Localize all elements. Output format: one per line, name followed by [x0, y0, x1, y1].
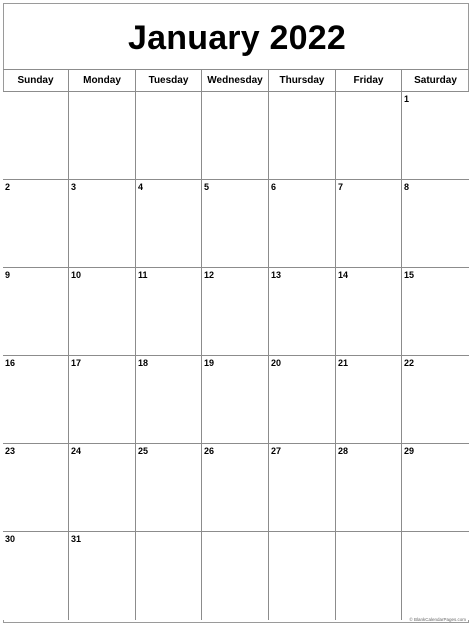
- day-cell: [3, 444, 69, 531]
- day-cell: [269, 356, 336, 443]
- day-number: 11: [138, 270, 148, 280]
- day-cell: [336, 532, 402, 620]
- week-row: [3, 444, 469, 532]
- day-cell: [269, 92, 336, 179]
- day-cell: [136, 444, 202, 531]
- day-number: 18: [138, 358, 149, 368]
- calendar-title: January 2022: [128, 19, 346, 57]
- day-number: 25: [138, 446, 149, 456]
- day-cell: [336, 268, 402, 355]
- day-number: 8: [404, 182, 410, 192]
- day-number: 29: [404, 446, 415, 456]
- day-cell: [69, 356, 136, 443]
- day-cell: [402, 532, 469, 620]
- weekday-sunday: Sunday: [3, 70, 69, 91]
- weekday-saturday: Saturday: [414, 75, 457, 86]
- day-number: 20: [271, 358, 282, 368]
- day-number: 16: [5, 358, 16, 368]
- week-row: [3, 92, 469, 180]
- day-cell: [269, 268, 336, 355]
- day-number: 22: [404, 358, 415, 368]
- calendar-weeks: [3, 92, 469, 620]
- day-number: 1: [404, 94, 410, 104]
- day-cell: [336, 444, 402, 531]
- day-cell: [336, 92, 402, 179]
- day-number: 10: [71, 270, 82, 280]
- day-cell: [402, 356, 469, 443]
- day-number: 13: [271, 270, 282, 280]
- day-cell: [3, 356, 69, 443]
- weekday-monday: Monday: [69, 70, 136, 91]
- day-number: 12: [204, 270, 215, 280]
- day-number: 6: [271, 182, 277, 192]
- week-row: [3, 180, 469, 268]
- day-cell: [3, 92, 69, 179]
- site-watermark: © BlankCalendarPages.com: [409, 617, 466, 622]
- day-cell: [136, 356, 202, 443]
- weekday-tuesday: Tuesday: [136, 70, 202, 91]
- day-number: 30: [5, 534, 16, 544]
- day-number: 5: [204, 182, 210, 192]
- day-number: 31: [71, 534, 82, 544]
- day-number: 2: [5, 182, 11, 192]
- day-number: 15: [404, 270, 415, 280]
- day-number: 9: [5, 270, 11, 280]
- day-cell: [3, 532, 69, 620]
- day-cell: [136, 92, 202, 179]
- day-number: 19: [204, 358, 215, 368]
- day-number: 7: [338, 182, 344, 192]
- day-number: 26: [204, 446, 215, 456]
- weekday-friday: Friday: [336, 70, 402, 91]
- day-cell: [69, 444, 136, 531]
- day-cell: [3, 268, 69, 355]
- day-cell: [69, 92, 136, 179]
- day-cell: [269, 532, 336, 620]
- calendar-grid: [3, 69, 469, 623]
- day-number: 17: [71, 358, 82, 368]
- day-cell: [202, 268, 269, 355]
- day-number: 28: [338, 446, 349, 456]
- day-number: 27: [271, 446, 282, 456]
- day-cell: [136, 268, 202, 355]
- day-number: 23: [5, 446, 16, 456]
- day-cell: [402, 92, 469, 179]
- day-number: 24: [71, 446, 82, 456]
- day-cell: [269, 444, 336, 531]
- day-cell: [202, 92, 269, 179]
- day-cell: [69, 268, 136, 355]
- day-cell: [336, 180, 402, 267]
- week-row: [3, 268, 469, 356]
- day-cell: [202, 532, 269, 620]
- day-cell: [202, 180, 269, 267]
- day-number: 21: [338, 358, 349, 368]
- day-number: 4: [138, 182, 144, 192]
- weekday-wednesday: Wednesday: [202, 70, 269, 91]
- day-cell: [402, 444, 469, 531]
- day-cell: [69, 532, 136, 620]
- day-cell: [202, 444, 269, 531]
- day-cell: [269, 180, 336, 267]
- day-cell: [336, 356, 402, 443]
- weekday-header-row: [3, 70, 469, 92]
- day-cell: [402, 180, 469, 267]
- day-cell: [3, 180, 69, 267]
- weekday-thursday: Thursday: [269, 70, 336, 91]
- week-row: [3, 532, 469, 620]
- day-number: 14: [338, 270, 349, 280]
- day-cell: [136, 532, 202, 620]
- day-number: 3: [71, 182, 77, 192]
- day-cell: [402, 268, 469, 355]
- day-cell: [69, 180, 136, 267]
- day-cell: [136, 180, 202, 267]
- day-cell: [202, 356, 269, 443]
- week-row: [3, 356, 469, 444]
